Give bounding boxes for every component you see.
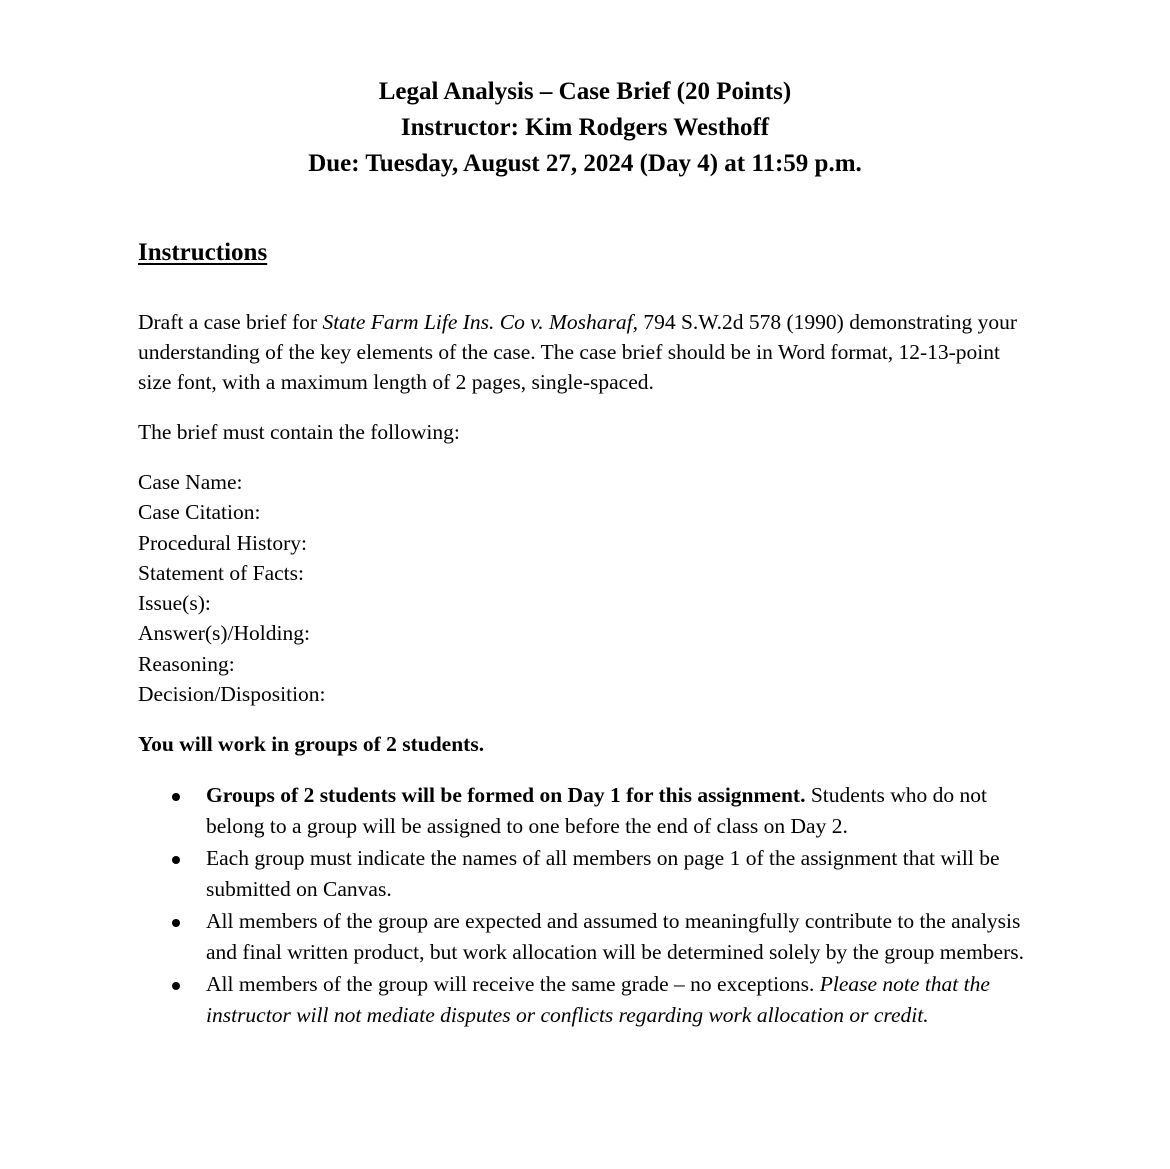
list-item — [138, 906, 1038, 967]
bullet-italic-text: Please note that the instructor will not mediate disputes or conflicts regarding work allocation or credit. — [206, 972, 990, 1027]
list-item: Procedural History: — [138, 530, 307, 555]
list-item: Issue(s): — [138, 591, 211, 616]
list-item: Reasoning: — [138, 651, 235, 676]
brief-elements-list — [138, 467, 1038, 709]
list-item: Decision/Disposition: — [138, 682, 326, 707]
groups-heading: You will work in groups of 2 students. — [138, 732, 485, 756]
case-name: State Farm Life Ins. Co v. Mosharaf, — [322, 310, 638, 334]
list-item: Case Citation: — [138, 500, 261, 525]
instructions-heading: Instructions — [138, 239, 268, 266]
list-item — [138, 843, 1038, 904]
bullet-text: All members of the group will receive the same grade – no exceptions. — [206, 972, 820, 996]
bullet-icon — [172, 982, 180, 990]
bullet-icon — [172, 793, 180, 801]
list-item — [138, 969, 1038, 1030]
list-item: Case Name: — [138, 470, 243, 494]
intro-paragraph — [138, 307, 1038, 397]
list-item — [138, 780, 1038, 841]
bullet-icon — [172, 856, 180, 864]
must-contain-paragraph: The brief must contain the following: — [138, 420, 460, 444]
bullet-text: Each group must indicate the names of all members on page 1 of the assignment that will be submitted on Canvas. — [206, 846, 1000, 901]
intro-text-after: 794 S.W.2d 578 (1990) demonstrating your understanding of the key elements of the case. The case brief should be in Word format, 12-13-point size font, with a maximum length of 2 pages, single-spaced. — [138, 310, 1017, 394]
bullet-bold-text: Groups of 2 students will be formed on Day 1 for this assignment. — [206, 783, 806, 807]
intro-text-before: Draft a case brief for — [138, 310, 323, 334]
bullet-icon — [172, 919, 180, 927]
instructor-line: Instructor: Kim Rodgers Westhoff — [400, 114, 770, 141]
due-date-line: Due: Tuesday, August 27, 2024 (Day 4) at 11:59 p.m. — [308, 150, 862, 177]
bullet-text: Students who do not belong to a group will be assigned to one before the end of class on Day 2. — [206, 783, 988, 838]
group-rules-list — [138, 780, 1038, 1032]
document-header — [0, 74, 1170, 182]
list-item: Statement of Facts: — [138, 560, 304, 585]
list-item: Answer(s)/Holding: — [138, 621, 310, 646]
assignment-title: Legal Analysis – Case Brief (20 Points) — [378, 78, 792, 105]
bullet-text: All members of the group are expected and assumed to meaningfully contribute to the analysis and final written product, but work allocation will be determined solely by the group members. — [206, 909, 1024, 964]
